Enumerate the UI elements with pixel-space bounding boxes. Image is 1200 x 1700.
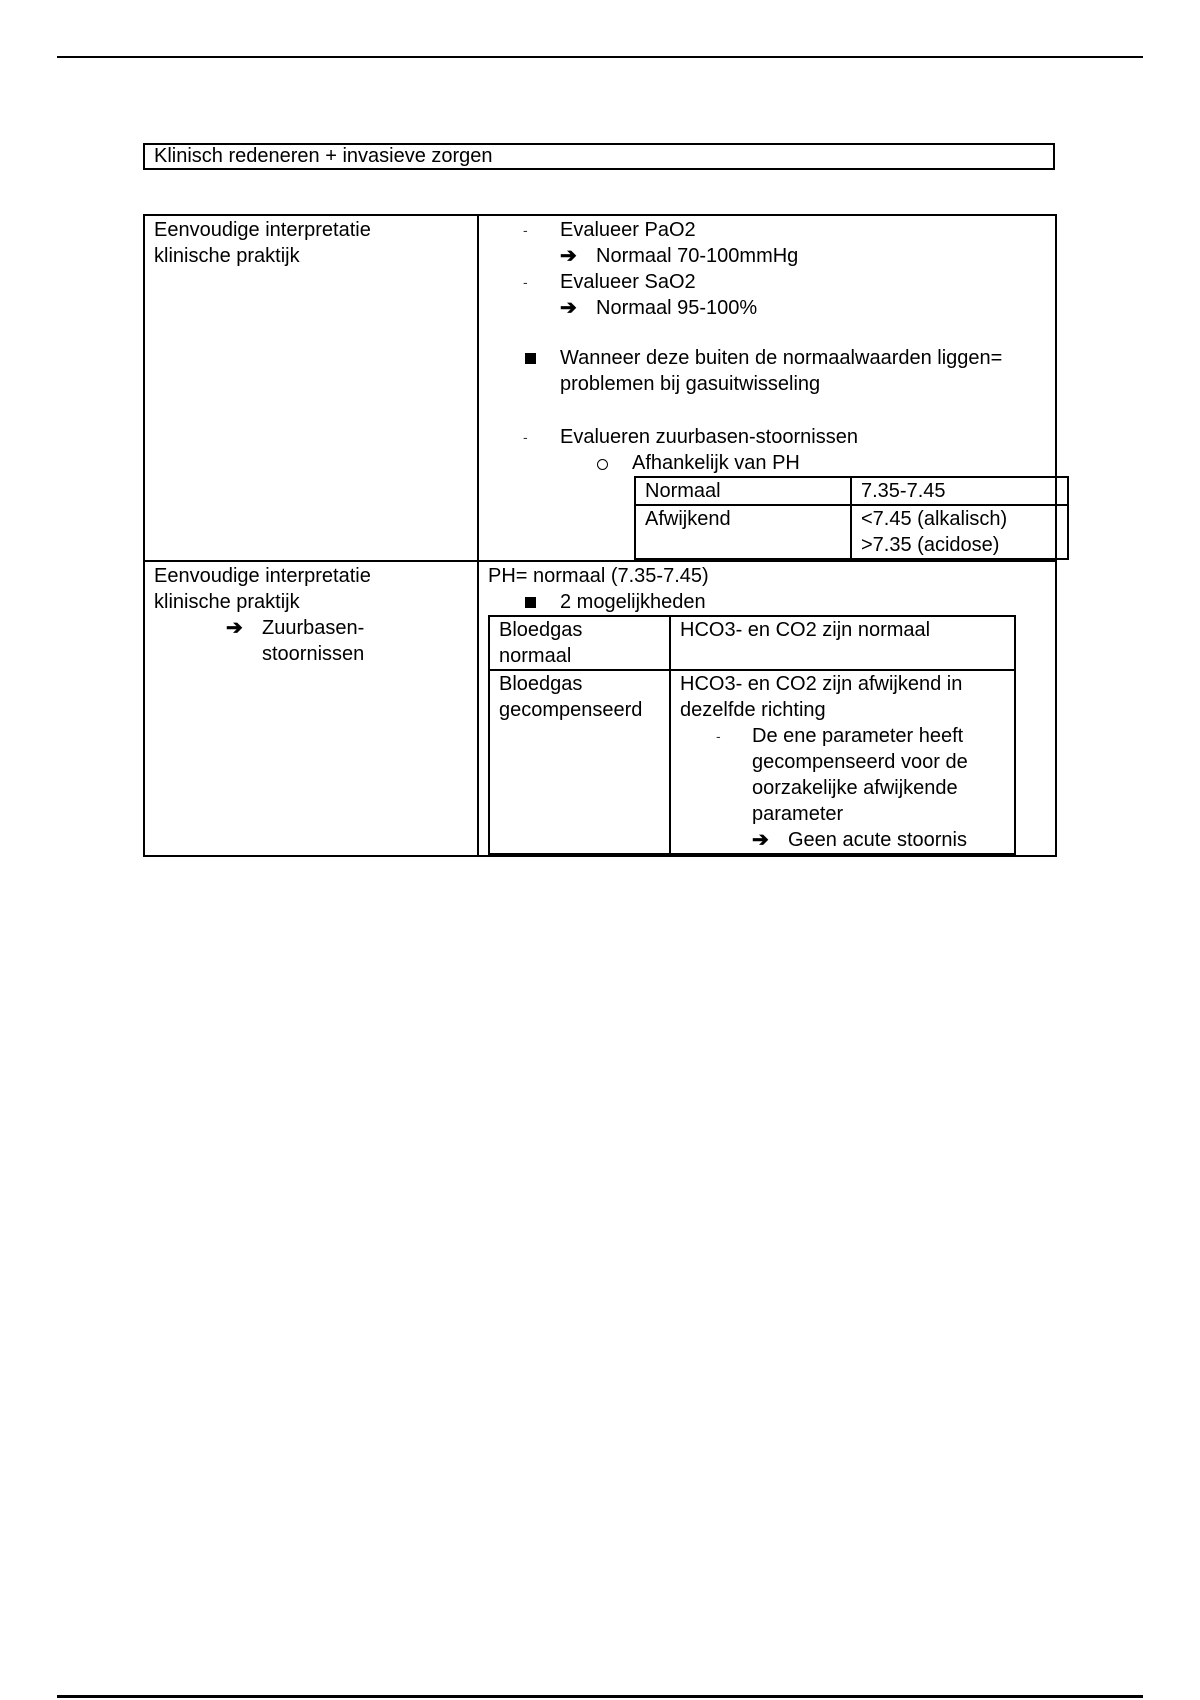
list-item-text: Geen acute stoornis	[788, 829, 967, 851]
ph-statement: PH= normaal (7.35-7.45)	[488, 565, 709, 587]
list-item-text: Evalueer SaO2	[560, 271, 696, 293]
arrow-right-icon: ➔	[752, 829, 769, 851]
row-label-line: Eenvoudige interpretatie	[154, 565, 371, 587]
list-item	[680, 827, 1005, 853]
table-cell-line: dezelfde richting	[680, 699, 826, 721]
table-cell	[851, 505, 1068, 559]
table-cell-line: gecompenseerd	[499, 699, 643, 721]
bloodgas-table	[488, 615, 1016, 855]
table-row	[635, 477, 1068, 505]
row-label-cell	[144, 561, 478, 856]
list-item-text: parameter	[752, 803, 844, 825]
dash-bullet-icon: -	[523, 222, 528, 238]
list-item-text: Afhankelijk van PH	[632, 452, 800, 474]
table-cell: HCO3- en CO2 zijn normaal	[670, 616, 1015, 670]
table-cell: Afwijkend	[635, 505, 851, 559]
row-content-cell	[478, 215, 1056, 561]
ph-table	[634, 476, 1069, 560]
dash-bullet-icon: -	[523, 429, 528, 445]
arrow-right-icon: ➔	[226, 617, 243, 639]
row-label-line: klinische praktijk	[154, 591, 300, 613]
list-item-text: Wanneer deze buiten de normaalwaarden liggen=	[560, 347, 1003, 369]
table-cell-line: Bloedgas	[499, 619, 583, 641]
list-item-text: Zuurbasen-	[262, 617, 365, 639]
list-item	[479, 450, 1055, 476]
table-row	[635, 505, 1068, 559]
list-item-continuation	[154, 641, 468, 667]
list-item-text: stoornissen	[262, 643, 365, 665]
table-cell-line: Bloedgas	[499, 673, 583, 695]
square-bullet-icon	[525, 597, 536, 608]
row-label-line: Eenvoudige interpretatie	[154, 219, 371, 241]
list-item-continuation	[680, 775, 1005, 801]
table-cell-line: HCO3- en CO2 zijn afwijkend in	[680, 673, 963, 695]
list-item	[154, 615, 468, 641]
list-item-continuation	[680, 801, 1005, 827]
list-item	[479, 589, 1055, 615]
section-title: Klinisch redeneren + invasieve zorgen	[143, 143, 1055, 170]
arrow-right-icon: ➔	[560, 245, 577, 267]
list-item-continuation	[680, 749, 1005, 775]
list-item	[479, 424, 1055, 450]
list-item-text: Evalueren zuurbasen-stoornissen	[560, 426, 858, 448]
list-item-text: problemen bij gasuitwisseling	[560, 373, 821, 395]
circle-bullet-icon	[597, 459, 608, 470]
list-item-text: gecompenseerd voor de	[752, 751, 968, 773]
table-cell: 7.35-7.45	[851, 477, 1068, 505]
list-item	[479, 243, 1055, 269]
table-cell	[670, 670, 1015, 854]
list-item-text: oorzakelijke afwijkende	[752, 777, 958, 799]
content-table	[143, 214, 1057, 857]
dash-bullet-icon: -	[523, 274, 528, 290]
row-label-cell	[144, 215, 478, 561]
table-cell-line: normaal	[499, 645, 572, 667]
list-item	[479, 269, 1055, 295]
table-row	[489, 616, 1015, 670]
row-label-line: klinische praktijk	[154, 245, 300, 267]
table-row	[144, 215, 1056, 561]
square-bullet-icon	[525, 353, 536, 364]
list-item-text: Normaal 95-100%	[596, 297, 758, 319]
arrow-right-icon: ➔	[560, 297, 577, 319]
dash-bullet-icon: -	[716, 728, 721, 744]
footer-rule	[57, 1695, 1143, 1698]
table-cell: Normaal	[635, 477, 851, 505]
table-row	[144, 561, 1056, 856]
list-item-text: De ene parameter heeft	[752, 725, 964, 747]
list-item-continuation	[479, 371, 1055, 397]
list-item-text: Normaal 70-100mmHg	[596, 245, 799, 267]
row-content-cell	[478, 561, 1056, 856]
list-item-text: 2 mogelijkheden	[560, 591, 706, 613]
table-cell-line: <7.45 (alkalisch)	[861, 508, 1008, 530]
list-item	[479, 217, 1055, 243]
table-cell-line: >7.35 (acidose)	[861, 534, 1000, 556]
list-item	[680, 723, 1005, 749]
header-rule	[57, 56, 1143, 58]
list-item-text: Evalueer PaO2	[560, 219, 696, 241]
list-item	[479, 345, 1055, 371]
list-item	[479, 295, 1055, 321]
table-cell	[489, 616, 670, 670]
table-row	[489, 670, 1015, 854]
table-cell	[489, 670, 670, 854]
